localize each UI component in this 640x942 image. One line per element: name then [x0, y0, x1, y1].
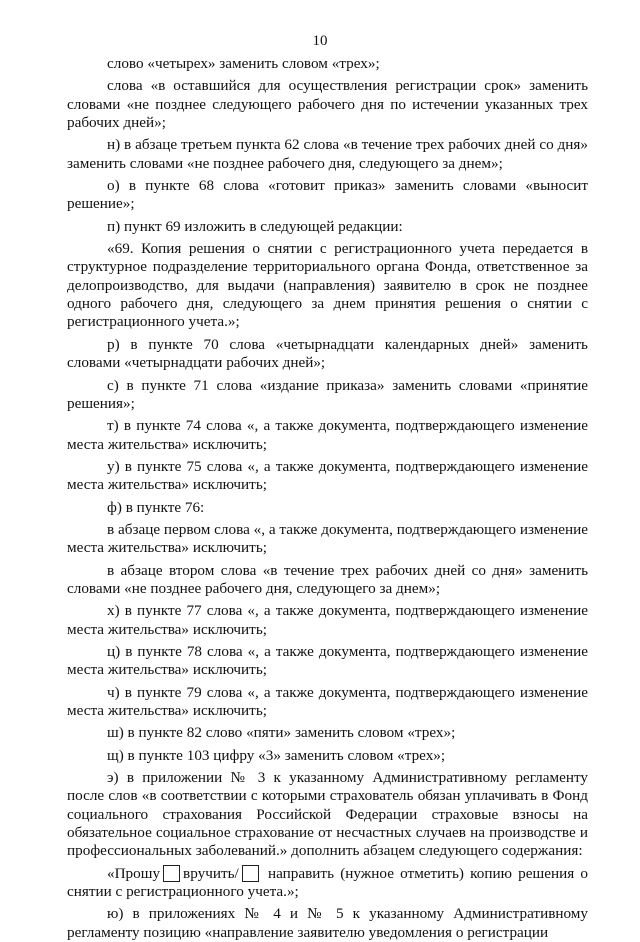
- paragraph: ш) в пункте 82 слово «пяти» заменить словом «трех»;: [107, 724, 456, 742]
- page-number: 10: [312, 33, 328, 49]
- paragraph: ц) в пункте 78 слова «, а также документа, подтверждающего изменение места жительства» исключить;: [67, 642, 588, 679]
- paragraph: о) в пункте 68 слова «готовит приказ» заменить словами «выносит решение»;: [67, 177, 588, 213]
- paragraph: в абзаце первом слова «, а также документа, подтверждающего изменение места жительства» исключить;: [67, 520, 588, 557]
- document-body: [67, 55, 588, 942]
- paragraph: ю) в приложениях № 4 и № 5 к указанному Административному регламенту позицию «направление заявителю уведомления о регистрации: [67, 905, 588, 941]
- form-text-vruchit: вручить/: [183, 864, 239, 882]
- form-line-paragraph: [67, 865, 588, 902]
- checkbox-send: [242, 865, 259, 882]
- form-text-prosu: «Прошу: [107, 864, 161, 882]
- paragraph: х) в пункте 77 слова «, а также документа, подтверждающего изменение места жительства» исключить;: [67, 602, 588, 638]
- paragraph: слово «четырех» заменить словом «трех»;: [107, 55, 380, 72]
- form-text-rest: направить (нужное отметить) копию решения о снятии с регистрационного учета.»;: [67, 864, 589, 901]
- paragraph: у) в пункте 75 слова «, а также документа, подтверждающего изменение места жительства» исключить;: [67, 457, 588, 494]
- paragraph: н) в абзаце третьем пункта 62 слова «в течение трех рабочих дней со дня» заменить словами «не позднее рабочего дня, следующего за днем»;: [67, 136, 588, 172]
- paragraph: р) в пункте 70 слова «четырнадцати календарных дней» заменить словами «четырнадцати рабочих дней»;: [67, 335, 588, 372]
- paragraph: щ) в пункте 103 цифру «3» заменить словом «трех»;: [107, 746, 446, 764]
- paragraph: ф) в пункте 76:: [107, 498, 205, 516]
- checkbox-hand-over: [163, 865, 180, 882]
- paragraph: ч) в пункте 79 слова «, а также документа, подтверждающего изменение места жительства» исключить;: [67, 683, 588, 719]
- paragraph: с) в пункте 71 слова «издание приказа» заменить словами «принятие решения»;: [67, 376, 588, 412]
- paragraph: э) в приложении № 3 к указанному Административному регламенту после слов «в соответствии с которыми страхователь обязан уплачивать в Фонд социального страхования Российской Федерации страховые взносы на обязательное социальное страхование от несчастных случаев на производстве и профессиональных заболеваний.» дополнить абзацем следующего содержания:: [67, 769, 588, 860]
- paragraph: «69. Копия решения о снятии с регистрационного учета передается в структурное подразделение территориального органа Фонда, ответственное за делопроизводство, для выдачи (направления) заявителю в срок не позднее одного рабочего дня, следующего за днем принятия решения о снятии с регистрационного учета.»;: [67, 240, 588, 331]
- paragraph: п) пункт 69 изложить в следующей редакции:: [107, 217, 403, 235]
- paragraph: т) в пункте 74 слова «, а также документа, подтверждающего изменение места жительства» исключить;: [67, 417, 588, 453]
- paragraph: слова «в оставшийся для осуществления регистрации срок» заменить словами «не позднее следующего рабочего дня по истечении указанных трех рабочих дней»;: [67, 77, 588, 132]
- paragraph: в абзаце втором слова «в течение трех рабочих дней со дня» заменить словами «не позднее рабочего дня, следующего за днем»;: [67, 561, 588, 597]
